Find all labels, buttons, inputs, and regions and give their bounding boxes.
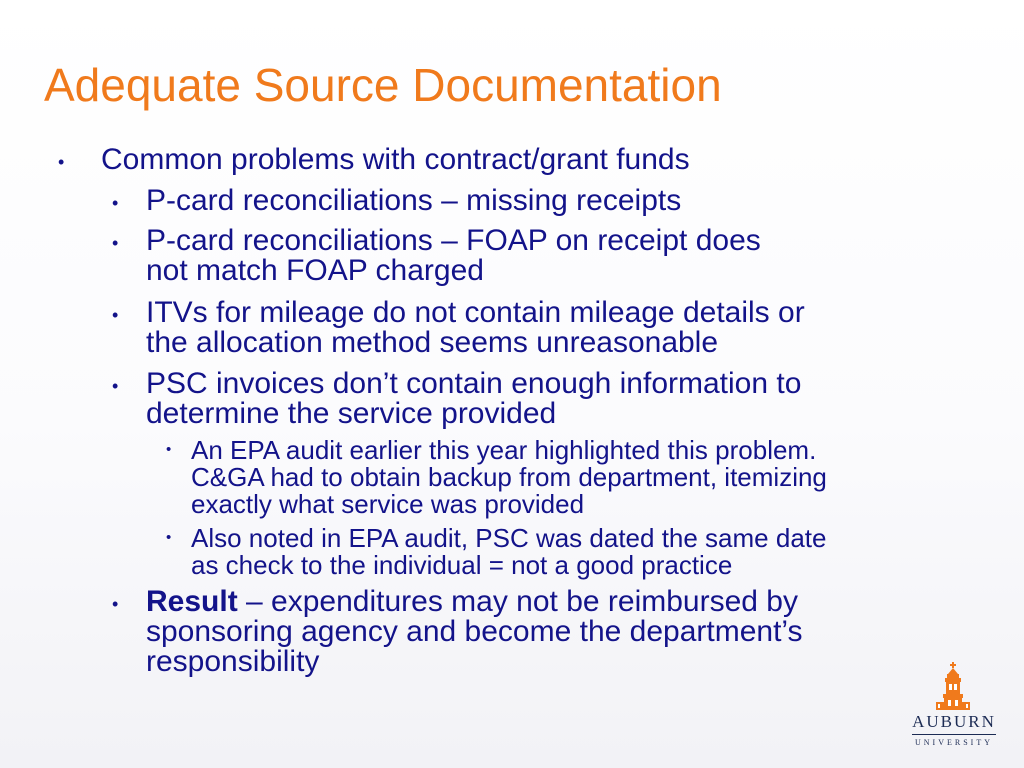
bullet-icon: • [112, 594, 119, 614]
bullet-text-line: An EPA audit earlier this year highlighted this problem. [191, 435, 817, 465]
result-label: Result [146, 585, 238, 618]
bullet-text-line: exactly what service was provided [191, 489, 585, 519]
bullet-text: P-card reconciliations – missing receipts [146, 184, 682, 217]
bullet-text-line: C&GA had to obtain backup from department, itemizing [191, 462, 827, 492]
slide-title: Adequate Source Documentation [44, 59, 722, 111]
logo-subtitle: UNIVERSITY [915, 738, 993, 747]
logo-divider [912, 734, 996, 735]
bullet-icon: • [112, 233, 119, 253]
bullet-text-line: ITVs for mileage do not contain mileage details or [146, 296, 805, 329]
logo-name: AUBURN [912, 712, 996, 731]
bullet-icon: • [166, 529, 172, 546]
bullet-text-line: the allocation method seems unreasonable [146, 326, 719, 359]
bullet-text-line: Also noted in EPA audit, PSC was dated the same date [191, 523, 827, 553]
bullet-icon: • [112, 193, 119, 213]
bullet-icon: • [166, 441, 172, 458]
bullet-text-line: as check to the individual = not a good practice [191, 550, 733, 580]
bullet-text-line: not match FOAP charged [146, 254, 484, 287]
bullet-text-line [146, 587, 798, 617]
auburn-university-logo [908, 662, 1000, 756]
bullet-text-line: PSC invoices don’t contain enough information to [146, 367, 802, 400]
bullet-text-line: P-card reconciliations – FOAP on receipt does [146, 224, 761, 257]
bullet-text-line: sponsoring agency and become the department’s [146, 615, 803, 648]
bullet-text-line: responsibility [146, 645, 320, 678]
result-text: – expenditures may not be reimbursed by [237, 585, 798, 618]
bullet-icon: • [58, 152, 65, 172]
bullet-icon: • [112, 376, 119, 396]
bullet-text: Common problems with contract/grant funds [101, 143, 690, 176]
bullet-icon: • [112, 305, 119, 325]
auburn-tower-icon [932, 662, 976, 710]
bullet-text-line: determine the service provided [146, 397, 557, 430]
